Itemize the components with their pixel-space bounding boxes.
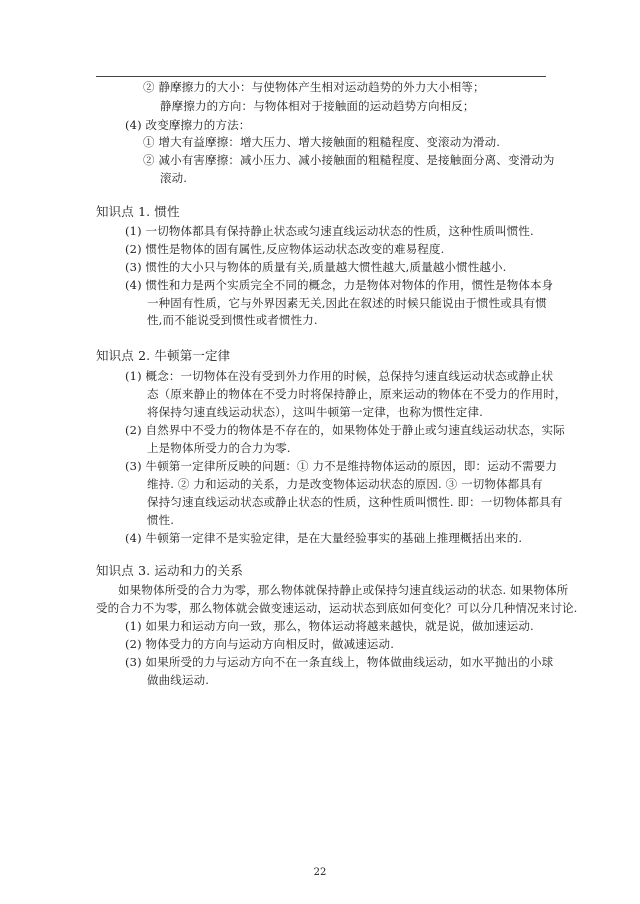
motion-force-item-2: (2) 物体受力的方向与运动方向相反时，做减速运动. <box>125 637 394 651</box>
motion-force-item-1: (1) 如果力和运动方向一致，那么，物体运动将越来越快，就是说，做加速运动. <box>125 619 534 633</box>
section-title-inertia: 知识点 1. 惯性 <box>96 204 180 219</box>
motion-force-item-3: (3) 如果所受的力与运动方向不在一条直线上，物体做曲线运动，如水平抛出的小球 <box>125 655 554 669</box>
newton-item-3-cont-3: 惯性. <box>147 513 175 527</box>
section-title-newton-first-law: 知识点 2. 牛顿第一定律 <box>96 348 231 363</box>
friction-change-methods: (4) 改变摩擦力的方法： <box>125 118 251 132</box>
newton-item-4: (4) 牛顿第一定律不是实验定律，是在大量经验事实的基础上推理概括出来的. <box>125 531 523 545</box>
newton-item-3-cont-1: 维持. ② 力和运动的关系，力是改变物体运动状态的原因. ③ 一切物体都具有 <box>147 477 543 491</box>
newton-item-2-cont: 上是物体所受力的合力为零. <box>147 441 291 455</box>
newton-item-1-cont-1: 态（原来静止的物体在不受力时将保持静止，原来运动的物体在不受力的作用时， <box>147 387 567 401</box>
decrease-friction-item: ② 减小有害摩擦：减小压力、减小接触面的粗糙程度、是接触面分离、变滑动为 <box>143 153 555 167</box>
decrease-friction-cont: 滚动. <box>160 171 188 185</box>
newton-item-1: (1) 概念：一切物体在没有受到外力作用的时候，总保持匀速直线运动状态或静止状 <box>125 369 554 383</box>
inertia-item-4-cont-2: 性,而不能说受到惯性或者惯性力. <box>147 313 318 327</box>
inertia-item-4: (4) 惯性和力是两个实质完全不同的概念，力是物体对物体的作用，惯性是物体本身 <box>125 278 554 292</box>
newton-item-3: (3) 牛顿第一定律所反映的问题：① 力不是维持物体运动的原因，即：运动不需要力 <box>125 459 558 473</box>
motion-force-intro: 如果物体所受的合力为零，那么物体就保持静止或保持匀速直线运动的状态. 如果物体所 <box>118 583 569 597</box>
motion-force-intro-cont: 受的合力不为零，那么物体就会做变速运动，运动状态到底如何变化？可以分几种情况来讨论. <box>96 601 578 615</box>
header-rule <box>96 76 546 77</box>
newton-item-2: (2) 自然界中不受力的物体是不存在的，如果物体处于静止或匀速直线运动状态，实际 <box>125 423 565 437</box>
newton-item-1-cont-2: 将保持匀速直线运动状态），这叫牛顿第一定律，也称为惯性定律. <box>147 405 483 419</box>
increase-friction-item: ① 增大有益摩擦：增大压力、增大接触面的粗糙程度、变滚动为滑动. <box>143 135 501 149</box>
static-friction-magnitude: ② 静摩擦力的大小：与使物体产生相对运动趋势的外力大小相等； <box>143 80 485 94</box>
inertia-item-3: (3) 惯性的大小只与物体的质量有关,质量越大惯性越大,质量越小惯性越小. <box>125 260 507 274</box>
motion-force-item-3-cont: 做曲线运动. <box>147 673 210 687</box>
section-title-motion-and-force: 知识点 3. 运动和力的关系 <box>96 563 243 578</box>
inertia-item-4-cont-1: 一种固有性质，它与外界因素无关,因此在叙述的时候只能说由于惯性或具有惯 <box>147 296 547 310</box>
page-number: 22 <box>313 867 327 878</box>
newton-item-3-cont-2: 保持匀速直线运动状态或静止状态的性质，这种性质叫惯性. 即：一切物体都具有 <box>147 495 563 509</box>
inertia-item-1: (1) 一切物体都具有保持静止状态或匀速直线运动状态的性质，这种性质叫惯性. <box>125 224 534 238</box>
inertia-item-2: (2) 惯性是物体的固有属性,反应物体运动状态改变的难易程度. <box>125 242 445 256</box>
static-friction-direction: 静摩擦力的方向：与物体相对于接触面的运动趋势方向相反； <box>160 99 475 113</box>
